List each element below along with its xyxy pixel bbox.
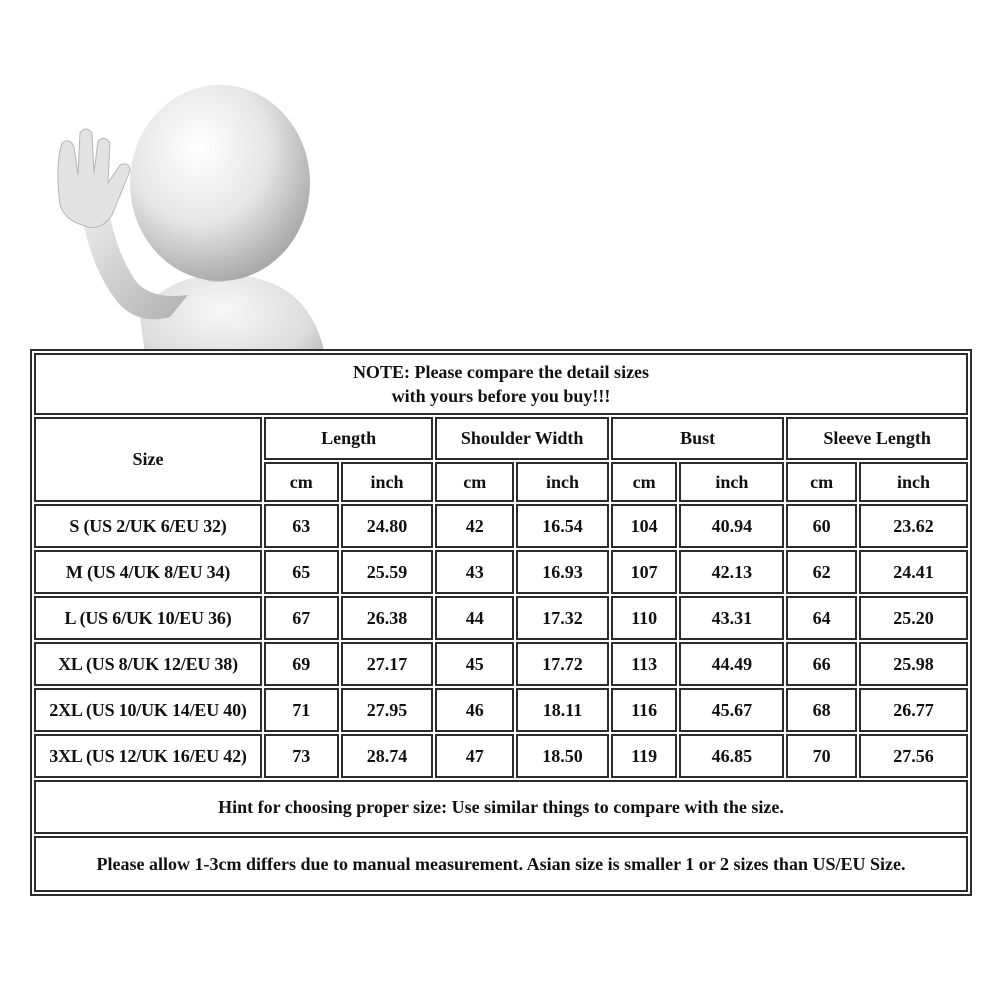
table-cell: 45.67: [679, 688, 784, 732]
table-cell: 18.50: [516, 734, 609, 778]
note-line-1: NOTE: Please compare the detail sizes: [352, 362, 650, 382]
table-row: [34, 550, 968, 594]
table-cell: 46: [435, 688, 514, 732]
table-cell: 17.32: [516, 596, 609, 640]
table-cell: 63: [264, 504, 339, 548]
table-cell: 17.72: [516, 642, 609, 686]
table-row: [34, 734, 968, 778]
table-cell: 25.20: [859, 596, 968, 640]
size-hint: Hint for choosing proper size: Use similar things to compare with the size.: [34, 780, 968, 834]
table-row: [34, 504, 968, 548]
table-row: [34, 596, 968, 640]
table-cell: 27.56: [859, 734, 968, 778]
size-chart: [30, 349, 972, 896]
table-cell: 104: [611, 504, 678, 548]
size-label: 3XL (US 12/UK 16/EU 42): [34, 734, 262, 778]
table-cell: 45: [435, 642, 514, 686]
note-banner: [34, 353, 968, 415]
shoulder-width-header: Shoulder Width: [435, 417, 608, 460]
unit-header: cm: [611, 462, 678, 502]
table-cell: 43.31: [679, 596, 784, 640]
waving-figure-illustration: [20, 55, 350, 395]
table-cell: 73: [264, 734, 339, 778]
table-cell: 107: [611, 550, 678, 594]
table-row: [34, 688, 968, 732]
table-cell: 64: [786, 596, 857, 640]
table-cell: 25.59: [341, 550, 434, 594]
table-cell: 60: [786, 504, 857, 548]
table-cell: 27.17: [341, 642, 434, 686]
unit-header: cm: [786, 462, 857, 502]
unit-header: inch: [679, 462, 784, 502]
table-cell: 44: [435, 596, 514, 640]
table-cell: 25.98: [859, 642, 968, 686]
table-cell: 69: [264, 642, 339, 686]
table-cell: 65: [264, 550, 339, 594]
table-cell: 24.80: [341, 504, 434, 548]
size-chart-table: [30, 349, 972, 896]
table-cell: 23.62: [859, 504, 968, 548]
table-cell: 119: [611, 734, 678, 778]
table-cell: 62: [786, 550, 857, 594]
unit-header: inch: [516, 462, 609, 502]
table-cell: 26.38: [341, 596, 434, 640]
table-cell: 66: [786, 642, 857, 686]
note-line-2: with yours before you buy!!!: [391, 386, 611, 406]
table-cell: 43: [435, 550, 514, 594]
table-cell: 42: [435, 504, 514, 548]
size-label: 2XL (US 10/UK 14/EU 40): [34, 688, 262, 732]
table-cell: 40.94: [679, 504, 784, 548]
unit-header: cm: [264, 462, 339, 502]
measurement-disclaimer: Please allow 1-3cm differs due to manual measurement. Asian size is smaller 1 or 2 sizes than US/EU Size.: [34, 836, 968, 892]
table-cell: 18.11: [516, 688, 609, 732]
sleeve-length-header: Sleeve Length: [786, 417, 968, 460]
table-row: [34, 642, 968, 686]
unit-header: cm: [435, 462, 514, 502]
size-label: M (US 4/UK 8/EU 34): [34, 550, 262, 594]
table-cell: 27.95: [341, 688, 434, 732]
table-cell: 28.74: [341, 734, 434, 778]
unit-header: inch: [859, 462, 968, 502]
size-label: XL (US 8/UK 12/EU 38): [34, 642, 262, 686]
table-cell: 116: [611, 688, 678, 732]
table-cell: 24.41: [859, 550, 968, 594]
table-cell: 71: [264, 688, 339, 732]
unit-header: inch: [341, 462, 434, 502]
table-cell: 26.77: [859, 688, 968, 732]
table-cell: 67: [264, 596, 339, 640]
table-cell: 16.54: [516, 504, 609, 548]
table-cell: 70: [786, 734, 857, 778]
table-cell: 47: [435, 734, 514, 778]
table-cell: 68: [786, 688, 857, 732]
length-header: Length: [264, 417, 433, 460]
size-label: L (US 6/UK 10/EU 36): [34, 596, 262, 640]
table-cell: 42.13: [679, 550, 784, 594]
table-cell: 113: [611, 642, 678, 686]
table-cell: 44.49: [679, 642, 784, 686]
table-cell: 110: [611, 596, 678, 640]
size-header: Size: [34, 417, 262, 502]
bust-header: Bust: [611, 417, 784, 460]
table-cell: 46.85: [679, 734, 784, 778]
table-cell: 16.93: [516, 550, 609, 594]
size-label: S (US 2/UK 6/EU 32): [34, 504, 262, 548]
